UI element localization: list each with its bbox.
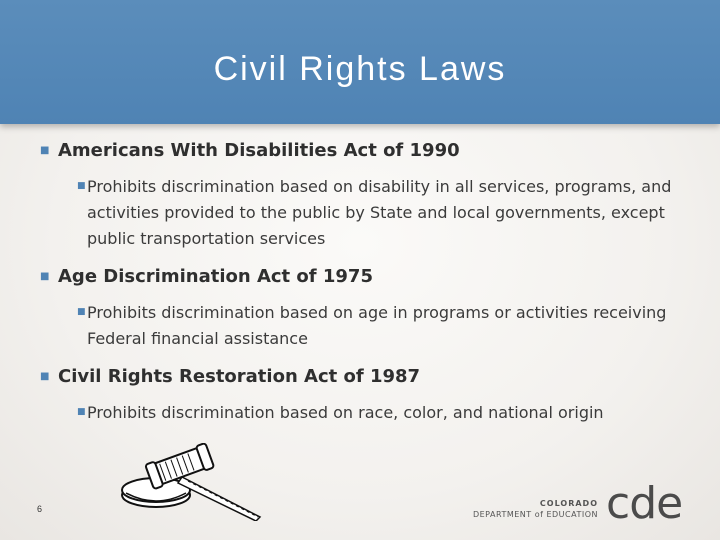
section-heading <box>40 138 690 164</box>
heading-text: Americans With Disabilities Act of 1990 <box>58 140 460 161</box>
logo-wordmark <box>470 498 598 520</box>
cde-logo: cde <box>606 478 683 529</box>
gavel-icon <box>118 443 264 521</box>
logo-line-1: COLORADO <box>539 499 598 508</box>
section-heading <box>40 364 690 390</box>
detail-text: Prohibits discrimination based on race, color, and national origin <box>87 403 604 422</box>
section-heading <box>40 264 690 290</box>
list-item <box>40 364 690 426</box>
section-detail <box>77 400 690 426</box>
square-bullet-icon: ■ <box>77 307 86 317</box>
list-item <box>40 138 690 252</box>
page-number: 6 <box>37 504 43 514</box>
square-bullet-icon: ■ <box>40 371 50 382</box>
heading-text: Civil Rights Restoration Act of 1987 <box>58 366 421 387</box>
square-bullet-icon: ■ <box>77 181 86 191</box>
section-detail <box>77 300 690 352</box>
bullet-list <box>40 138 690 438</box>
heading-text: Age Discrimination Act of 1975 <box>58 266 373 287</box>
detail-text: Prohibits discrimination based on disability in all services, programs, and activities provided to the public by State and local governments, except public transportation services <box>87 177 672 248</box>
list-item <box>40 264 690 352</box>
detail-text: Prohibits discrimination based on age in programs or activities receiving Federal financial assistance <box>87 303 667 348</box>
logo-line-2: DEPARTMENT of EDUCATION <box>472 510 598 519</box>
square-bullet-icon: ■ <box>77 407 86 417</box>
slide-title: Civil Rights Laws <box>213 50 507 88</box>
square-bullet-icon: ■ <box>40 145 50 156</box>
square-bullet-icon: ■ <box>40 271 50 282</box>
section-detail <box>77 174 690 252</box>
title-banner <box>0 0 720 124</box>
